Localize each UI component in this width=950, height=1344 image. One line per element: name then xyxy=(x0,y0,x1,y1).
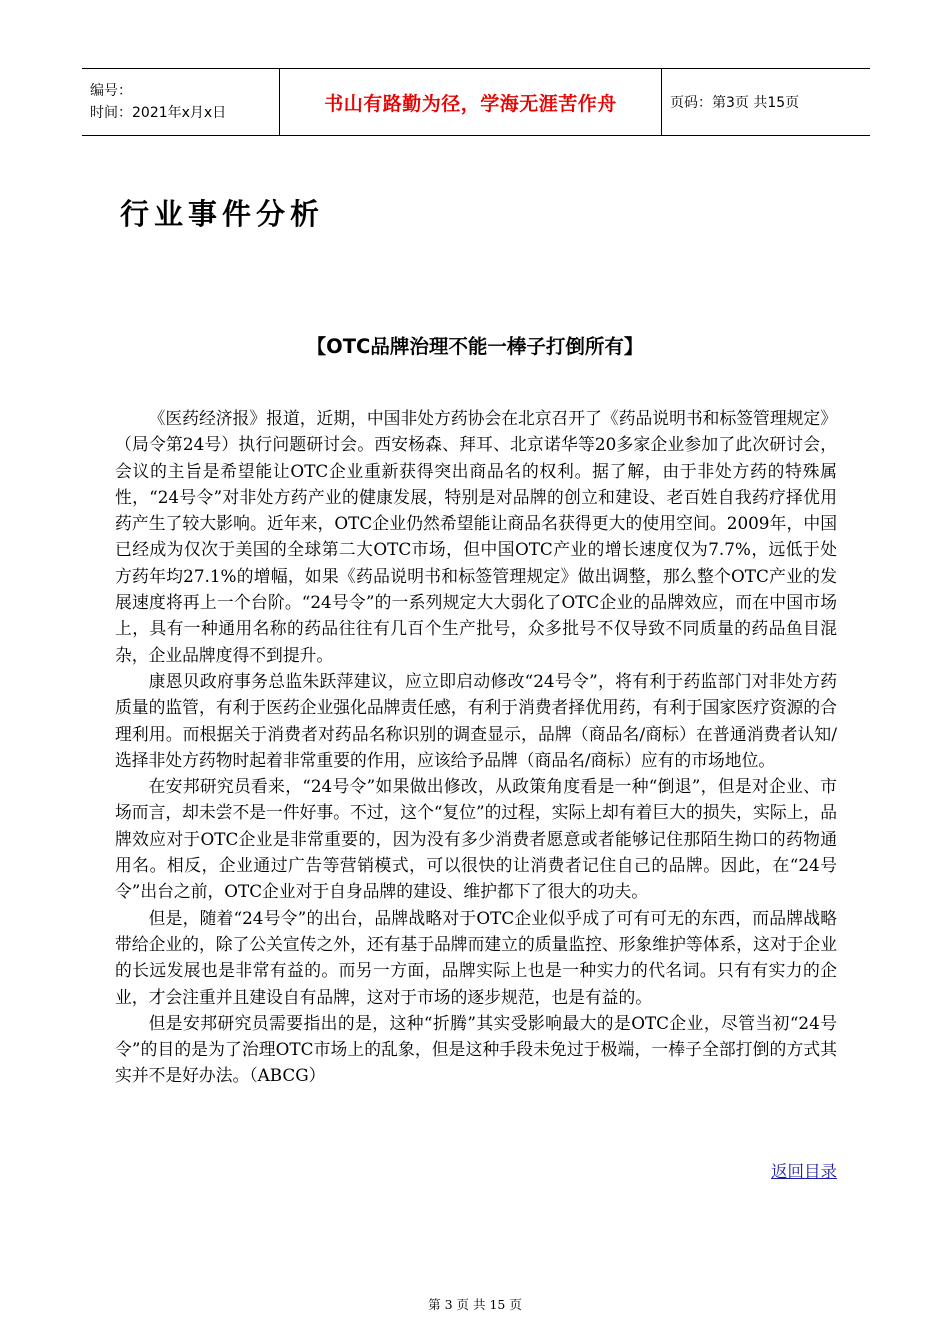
article-paragraph: 但是，随着“24号令”的出台，品牌战略对于OTC企业似乎成了可有可无的东西，而品牌战略带给企业的，除了公关宣传之外，还有基于品牌而建立的质量监控、形象维护等体系，这对于企业的长远发展也是非常有益的。而另一方面，品牌实际上也是一种实力的代名词。只有有实力的企业，才会注重并且建设自有品牌，这对于市场的逐步规范，也是有益的。 xyxy=(115,907,837,1007)
article-title: 【OTC品牌治理不能一棒子打倒所有】 xyxy=(306,335,644,358)
document-number-label: 编号： xyxy=(90,83,132,99)
header-info-cell xyxy=(82,69,280,135)
article-paragraph: 康恩贝政府事务总监朱跃萍建议，应立即启动修改“24号令”，将有利于药监部门对非处方药质量的监管，有利于医药企业强化品牌责任感，有利于消费者择优用药，有利于国家医疗资源的合理利用。而根据关于消费者对药品名称识别的调查显示，品牌（商品名/商标）在普通消费者认知/选择非处方药物时起着非常重要的作用，应该给予品牌（商品名/商标）应有的市场地位。 xyxy=(115,670,837,770)
article-body xyxy=(115,405,837,1089)
return-to-contents-link[interactable]: 返回目录 xyxy=(771,1162,837,1181)
article-paragraph: 在安邦研究员看来，“24号令”如果做出修改，从政策角度看是一种“倒退”，但是对企业、市场而言，却未尝不是一件好事。不过，这个“复位”的过程，实际上却有着巨大的损失，实际上，品牌效应对于OTC企业是非常重要的，因为没有多少消费者愿意或者能够记住那陌生拗口的药物通用名。相反，企业通过广告等营销模式，可以很快的让消费者记住自己的品牌。因此，在“24号令”出台之前，OTC企业对于自身品牌的建设、维护都下了很大的功夫。 xyxy=(115,776,837,902)
header-page-indicator: 页码：第3页 共15页 xyxy=(670,95,800,111)
page-footer: 第 3 页 共 15 页 xyxy=(428,1297,522,1312)
page-header xyxy=(82,68,870,136)
document-time-label: 时间：2021年x月x日 xyxy=(90,105,227,121)
article-paragraph: 但是安邦研究员需要指出的是，这种“折腾”其实受影响最大的是OTC企业，尽管当初“24号令”的目的是为了治理OTC市场上的乱象，但是这种手段未免过于极端，一棒子全部打倒的方式其实并不是好办法。（ABCG） xyxy=(115,1012,837,1086)
article-paragraph: 《医药经济报》报道，近期，中国非处方药协会在北京召开了《药品说明书和标签管理规定》（局令第24号）执行问题研讨会。西安杨森、拜耳、北京诺华等20多家企业参加了此次研讨会，会议的主旨是希望能让OTC企业重新获得突出商品名的权利。据了解，由于非处方药的特殊属性，“24号令”对非处方药产业的健康发展，特别是对品牌的创立和建设、老百姓自我药疗择优用药产生了较大影响。近年来，OTC企业仍然希望能让商品名获得更大的使用空间。2009年，中国已经成为仅次于美国的全球第二大OTC市场，但中国OTC产业的增长速度仅为7.7%，远低于处方药年均27.1%的增幅，如果《药品说明书和标签管理规定》做出调整，那么整个OTC产业的发展速度将再上一个台阶。“24号令”的一系列规定大大弱化了OTC企业的品牌效应，而在中国市场上，具有一种通用名称的药品往往有几百个生产批号，众多批号不仅导致不同质量的药品鱼目混杂，企业品牌度得不到提升。 xyxy=(115,408,837,665)
section-heading: 行业事件分析 xyxy=(120,197,325,231)
header-motto: 书山有路勤为径，学海无涯苦作舟 xyxy=(280,69,662,135)
